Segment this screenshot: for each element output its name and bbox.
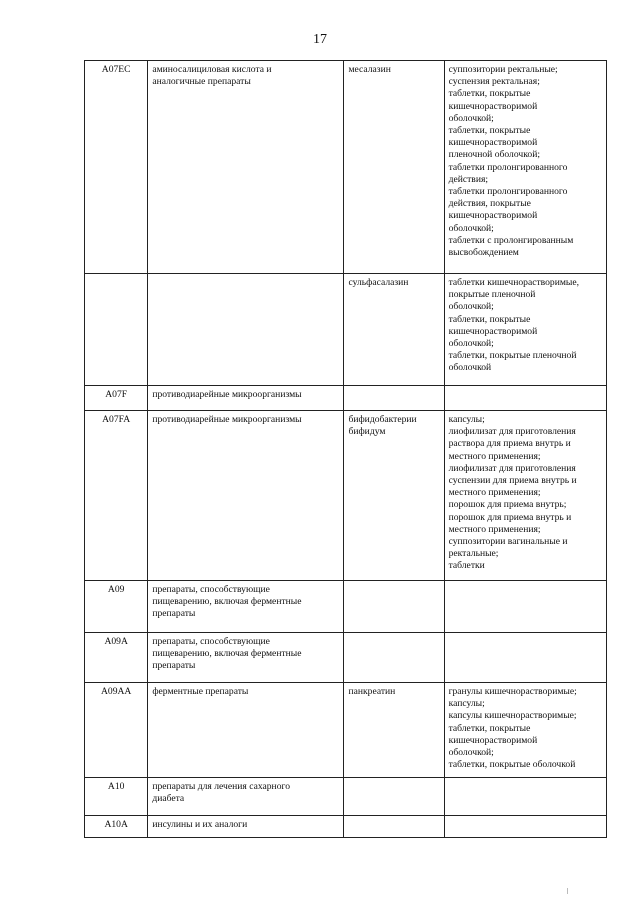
cell-dosage-forms-line: ректальные;	[448, 548, 499, 560]
cell-dosage-forms-line: покрытые пленочной	[448, 289, 536, 301]
cell-dosage-forms-line: таблетки, покрытые пленочной	[448, 350, 577, 362]
cell-group-line: препараты	[152, 608, 196, 620]
cell-drug-name	[344, 386, 444, 411]
cell-dosage-forms-line: оболочкой;	[448, 112, 494, 124]
cell-group-line: диабета	[152, 793, 185, 805]
cell-dosage-forms	[444, 581, 606, 633]
cell-dosage-forms	[444, 386, 606, 411]
cell-group-line: аналогичные препараты	[152, 76, 251, 88]
cell-dosage-forms-line: таблетки, покрытые	[448, 88, 531, 100]
cell-dosage-forms-line: кишечнорастворимой	[448, 137, 538, 149]
cell-group	[148, 633, 344, 683]
cell-drug-name	[344, 274, 444, 386]
table-row	[85, 386, 607, 411]
cell-dosage-forms-line: оболочкой	[448, 362, 492, 374]
cell-dosage-forms-line: лиофилизат для приготовления	[448, 462, 576, 474]
cell-dosage-forms-line: таблетки	[448, 560, 485, 572]
cell-group-line: препараты, способствующие	[152, 636, 270, 647]
cell-dosage-forms-line: оболочкой;	[448, 338, 494, 350]
cell-group-line: препараты	[152, 660, 196, 672]
cell-dosage-forms-line: таблетки с пролонгированным	[448, 234, 574, 246]
cell-group	[148, 683, 344, 778]
cell-dosage-forms-line: суппозитории ректальные;	[448, 64, 558, 75]
cell-code	[85, 274, 148, 386]
cell-dosage-forms-line: суспензия ректальная;	[448, 76, 540, 88]
cell-dosage-forms-line: таблетки, покрытые оболочкой	[448, 759, 576, 771]
cell-dosage-forms-line: таблетки, покрытые	[448, 722, 531, 734]
cell-group-line: препараты, способствующие	[152, 584, 270, 595]
cell-dosage-forms-line: оболочкой;	[448, 301, 494, 313]
cell-dosage-forms-line: таблетки кишечнорастворимые,	[448, 277, 580, 288]
cell-dosage-forms-line: таблетки, покрытые	[448, 313, 531, 325]
table-row	[85, 61, 607, 274]
cell-group-line: препараты для лечения сахарного	[152, 781, 290, 792]
cell-drug-name-line: бифидум	[348, 426, 386, 438]
table-row	[85, 274, 607, 386]
cell-dosage-forms-line: гранулы кишечнорастворимые;	[448, 686, 577, 697]
cell-group-line: пищеварению, включая ферментные	[152, 596, 302, 608]
cell-group	[148, 581, 344, 633]
cell-dosage-forms-line: местного применения;	[448, 450, 541, 462]
cell-code: A07EC	[85, 61, 148, 274]
table-row	[85, 411, 607, 581]
table-row	[85, 816, 607, 838]
cell-dosage-forms-line: порошок для приема внутрь и	[448, 511, 572, 523]
cell-code: A09	[85, 581, 148, 633]
cell-drug-name-line: панкреатин	[348, 686, 396, 697]
cell-dosage-forms-line: суспензии для приема внутрь и	[448, 475, 577, 487]
cell-dosage-forms-line: местного применения;	[448, 523, 541, 535]
cell-dosage-forms-line: кишечнорастворимой	[448, 325, 538, 337]
cell-drug-name-line: месалазин	[348, 64, 391, 75]
cell-dosage-forms-line: высвобождением	[448, 247, 519, 259]
cell-dosage-forms-line: таблетки, покрытые	[448, 125, 531, 137]
cell-dosage-forms-line: кишечнорастворимой	[448, 734, 538, 746]
drug-classification-table	[84, 60, 607, 838]
cell-drug-name	[344, 633, 444, 683]
cell-dosage-forms-line: капсулы;	[448, 698, 485, 710]
cell-code: A10A	[85, 816, 148, 838]
cell-group-line: противодиарейные микроорганизмы	[152, 414, 302, 425]
cell-dosage-forms	[444, 411, 606, 581]
cell-dosage-forms-line: действия;	[448, 173, 489, 185]
cell-drug-name-line: сульфасалазин	[348, 277, 409, 288]
cell-drug-name	[344, 411, 444, 581]
cell-dosage-forms	[444, 633, 606, 683]
cell-group-line: противодиарейные микроорганизмы	[152, 389, 302, 400]
cell-dosage-forms-line: порошок для приема внутрь;	[448, 499, 567, 511]
table-row	[85, 581, 607, 633]
scan-mark	[567, 888, 568, 894]
cell-dosage-forms-line: таблетки пролонгированного	[448, 186, 568, 198]
cell-group	[148, 816, 344, 838]
cell-dosage-forms-line: капсулы;	[448, 414, 485, 425]
page-number: 17	[313, 32, 327, 47]
cell-group	[148, 778, 344, 816]
cell-drug-name-line: бифидобактерии	[348, 414, 417, 425]
cell-dosage-forms	[444, 683, 606, 778]
cell-dosage-forms-line: местного применения;	[448, 487, 541, 499]
cell-group	[148, 411, 344, 581]
cell-dosage-forms-line: капсулы кишечнорастворимые;	[448, 710, 577, 722]
cell-dosage-forms-line: пленочной оболочкой;	[448, 149, 540, 161]
cell-drug-name	[344, 778, 444, 816]
cell-dosage-forms-line: оболочкой;	[448, 747, 494, 759]
cell-dosage-forms-line: таблетки пролонгированного	[448, 161, 568, 173]
cell-dosage-forms	[444, 274, 606, 386]
cell-dosage-forms-line: раствора для приема внутрь и	[448, 438, 571, 450]
cell-dosage-forms-line: кишечнорастворимой	[448, 100, 538, 112]
table-row	[85, 633, 607, 683]
cell-dosage-forms	[444, 61, 606, 274]
cell-group-line: аминосалициловая кислота и	[152, 64, 272, 75]
cell-dosage-forms-line: кишечнорастворимой	[448, 210, 538, 222]
cell-dosage-forms	[444, 778, 606, 816]
table-body	[85, 61, 607, 838]
cell-group	[148, 386, 344, 411]
cell-code: A10	[85, 778, 148, 816]
cell-drug-name	[344, 816, 444, 838]
table-row	[85, 778, 607, 816]
cell-drug-name	[344, 683, 444, 778]
cell-code: A09AA	[85, 683, 148, 778]
table-row	[85, 683, 607, 778]
cell-group-line: пищеварению, включая ферментные	[152, 648, 302, 660]
cell-dosage-forms	[444, 816, 606, 838]
cell-group	[148, 61, 344, 274]
cell-code: A07F	[85, 386, 148, 411]
cell-drug-name	[344, 61, 444, 274]
cell-dosage-forms-line: лиофилизат для приготовления	[448, 426, 576, 438]
cell-group-line: ферментные препараты	[152, 686, 249, 697]
cell-code: A07FA	[85, 411, 148, 581]
cell-dosage-forms-line: действия, покрытые	[448, 198, 531, 210]
cell-dosage-forms-line: оболочкой;	[448, 222, 494, 234]
cell-group	[148, 274, 344, 386]
cell-dosage-forms-line: суппозитории вагинальные и	[448, 536, 568, 548]
cell-code: A09A	[85, 633, 148, 683]
cell-drug-name	[344, 581, 444, 633]
cell-group-line: инсулины и их аналоги	[152, 819, 248, 830]
